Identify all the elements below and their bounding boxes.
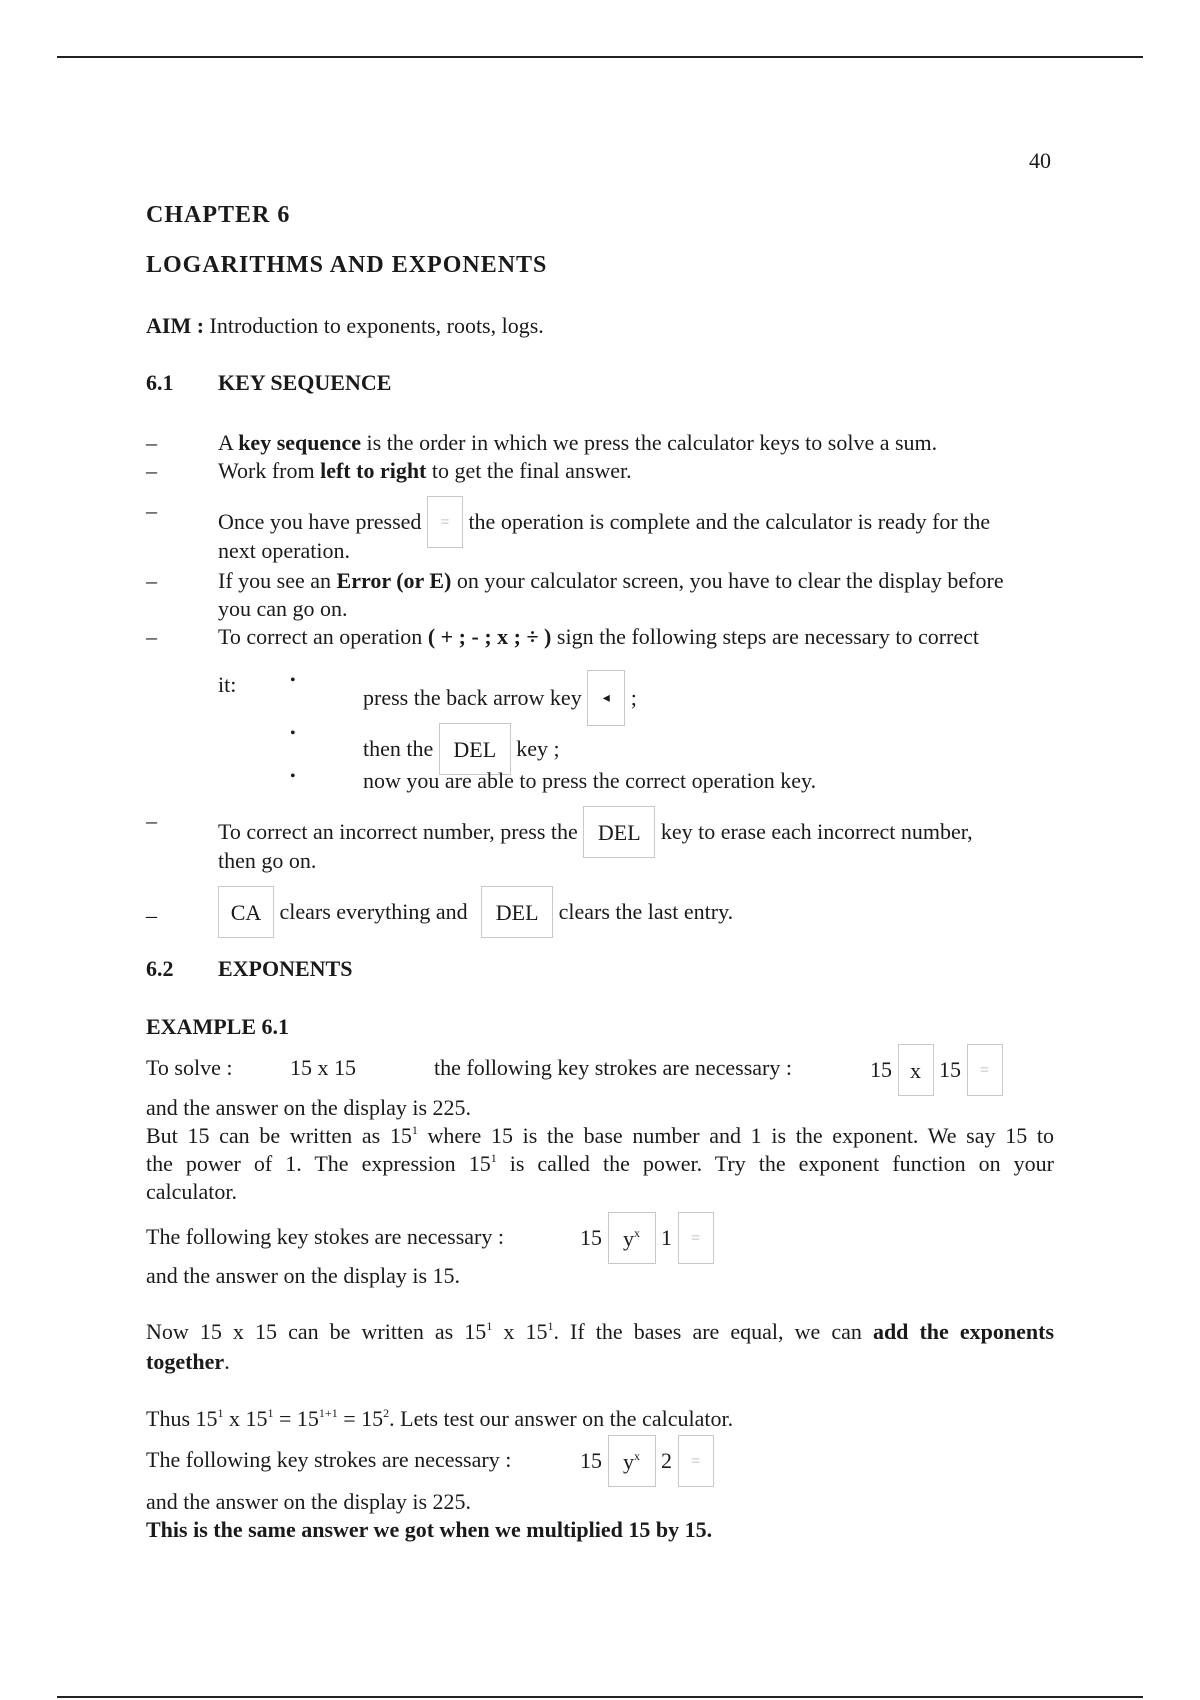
incorrect-number-line1: [218, 808, 973, 860]
now-paragraph-line2: [146, 1349, 230, 1374]
left-to-right-item: [218, 458, 632, 483]
number-2: 2: [661, 1448, 672, 1474]
power-key: [608, 1212, 656, 1264]
text: To correct an operation: [218, 624, 428, 649]
section-6-1-title: KEY SEQUENCE: [218, 370, 392, 395]
bold-text: Error (or E): [336, 568, 452, 593]
text: Work from: [218, 458, 321, 483]
back-arrow-key: ◂: [587, 670, 625, 726]
bold-text: key sequence: [238, 430, 362, 455]
power-key: [608, 1435, 656, 1487]
text: Once you have pressed: [218, 509, 422, 535]
dash-marker: –: [146, 458, 157, 483]
power-key-base: y: [623, 1449, 634, 1474]
section-6-2-title: EXPONENTS: [218, 956, 353, 981]
text: is called the power. Try the exponent function on your: [496, 1151, 1054, 1176]
bullet-marker: •: [290, 672, 296, 689]
top-rule: [57, 56, 1143, 58]
text: is the order in which we press the calculator keys to solve a sum.: [361, 430, 938, 455]
section-6-1-number: 6.1: [146, 370, 174, 395]
text: But 15 can be written as 15: [146, 1123, 412, 1148]
equals-item-line2: next operation.: [218, 538, 350, 563]
superscript: 1: [486, 1319, 493, 1333]
text: then the: [363, 736, 434, 762]
base-exponent-line2: [146, 1151, 1054, 1176]
text: x 15: [223, 1406, 268, 1431]
now-paragraph-line1: [146, 1319, 1054, 1344]
superscript: 1: [267, 1406, 274, 1420]
page-number: 40: [1029, 148, 1051, 173]
dash-marker: –: [146, 430, 157, 455]
text: sign the following steps are necessary to correct: [551, 624, 980, 649]
section-6-2-number: 6.2: [146, 956, 174, 981]
text: = 15: [337, 1406, 384, 1431]
text: key to erase each incorrect number,: [660, 819, 973, 845]
number-1: 1: [661, 1225, 672, 1251]
answer-15: and the answer on the display is 15.: [146, 1263, 461, 1288]
key-strokes-text: the following key strokes are necessary :: [434, 1055, 792, 1080]
text: Now 15 x 15 can be written as 15: [146, 1319, 487, 1344]
del-key: DEL: [583, 806, 655, 858]
number-15: 15: [580, 1448, 602, 1474]
error-item-line1: [218, 568, 1004, 593]
chapter-label: CHAPTER 6: [146, 202, 291, 228]
bullet-marker: •: [290, 725, 296, 742]
dash-marker: –: [146, 808, 157, 833]
bold-text: add the exponents: [872, 1319, 1055, 1344]
superscript: 1: [490, 1151, 497, 1165]
superscript: 1: [411, 1123, 418, 1137]
multiply-key: x: [898, 1044, 934, 1096]
text: clears everything and: [279, 899, 468, 925]
superscript: 2: [383, 1406, 390, 1420]
text: x 15: [492, 1319, 548, 1344]
text: . Lets test our answer on the calculator.: [389, 1406, 734, 1431]
to-solve-label: To solve :: [146, 1055, 233, 1080]
key-sequence-definition: [218, 430, 937, 455]
thus-line: [146, 1406, 733, 1431]
ca-key: CA: [218, 886, 274, 938]
answer-225-again: and the answer on the display is 225.: [146, 1489, 472, 1514]
equals-key: =: [678, 1435, 714, 1487]
text: A: [218, 430, 239, 455]
number-15: 15: [870, 1057, 892, 1083]
equals-key: =: [678, 1212, 714, 1264]
base-exponent-line3: calculator.: [146, 1179, 238, 1204]
text: Thus 15: [146, 1406, 218, 1431]
aim-text: Introduction to exponents, roots, logs.: [209, 313, 544, 338]
number-15: 15: [939, 1057, 961, 1083]
answer-225: and the answer on the display is 225.: [146, 1095, 472, 1120]
bullet-marker: •: [290, 768, 296, 785]
number-15: 15: [580, 1225, 602, 1251]
correct-operation-line1: [218, 624, 979, 649]
superscript: 1+1: [318, 1406, 338, 1420]
text: . If the bases are equal, we can: [553, 1319, 873, 1344]
text: the operation is complete and the calculator is ready for the: [468, 509, 991, 535]
power-key-base: y: [623, 1226, 634, 1251]
step-back-arrow: [363, 672, 637, 728]
text: on your calculator screen, you have to clear the display before: [451, 568, 1004, 593]
step-press-correct: now you are able to press the correct operation key.: [363, 768, 817, 793]
ca-del-line: [218, 888, 733, 940]
power-key-exp: x: [634, 1449, 640, 1463]
dash-marker: –: [146, 624, 157, 649]
text: the power of 1. The expression 15: [146, 1151, 491, 1176]
error-item-line2: you can go on.: [218, 596, 348, 621]
incorrect-number-line2: then go on.: [218, 848, 317, 873]
text: key ;: [516, 736, 560, 762]
superscript: 1: [547, 1319, 554, 1333]
dash-marker: _: [146, 895, 157, 920]
key-sequence-15x15: [870, 1046, 1003, 1098]
dash-marker: –: [146, 568, 157, 593]
del-key: DEL: [439, 723, 511, 775]
superscript: 1: [217, 1406, 224, 1420]
key-strokes-text-2: The following key strokes are necessary :: [146, 1447, 512, 1472]
aim-line: [146, 313, 544, 338]
to-solve-expression: 15 x 15: [290, 1055, 356, 1080]
equals-key: =: [967, 1044, 1003, 1096]
bold-text: together: [146, 1349, 225, 1374]
text: = 15: [273, 1406, 319, 1431]
del-key: DEL: [481, 886, 553, 938]
text: ;: [630, 685, 637, 711]
base-exponent-line1: [146, 1123, 1054, 1148]
text: press the back arrow key: [363, 685, 582, 711]
dash-marker: –: [146, 498, 157, 523]
bold-text: left to right: [320, 458, 427, 483]
key-sequence-15-yx-1: [580, 1214, 714, 1266]
same-answer-statement: This is the same answer we got when we multiplied 15 by 15.: [146, 1517, 713, 1542]
aim-label: AIM :: [146, 313, 205, 338]
chapter-title: LOGARITHMS AND EXPONENTS: [146, 252, 548, 278]
key-sequence-15-yx-2: [580, 1437, 714, 1489]
text: to get the final answer.: [426, 458, 632, 483]
text: .: [224, 1349, 230, 1374]
bold-text: ( + ; - ; x ; ÷ ): [427, 624, 552, 649]
text: If you see an: [218, 568, 337, 593]
text: To correct an incorrect number, press the: [218, 819, 578, 845]
bottom-rule: [57, 1696, 1143, 1698]
key-stokes-text: The following key stokes are necessary :: [146, 1224, 504, 1249]
equals-key: =: [427, 496, 463, 548]
power-key-exp: x: [634, 1226, 640, 1240]
example-heading: EXAMPLE 6.1: [146, 1014, 289, 1039]
it-label: it:: [218, 672, 237, 697]
text: clears the last entry.: [558, 899, 734, 925]
text: where 15 is the base number and 1 is the exponent. We say 15 to: [417, 1123, 1054, 1148]
